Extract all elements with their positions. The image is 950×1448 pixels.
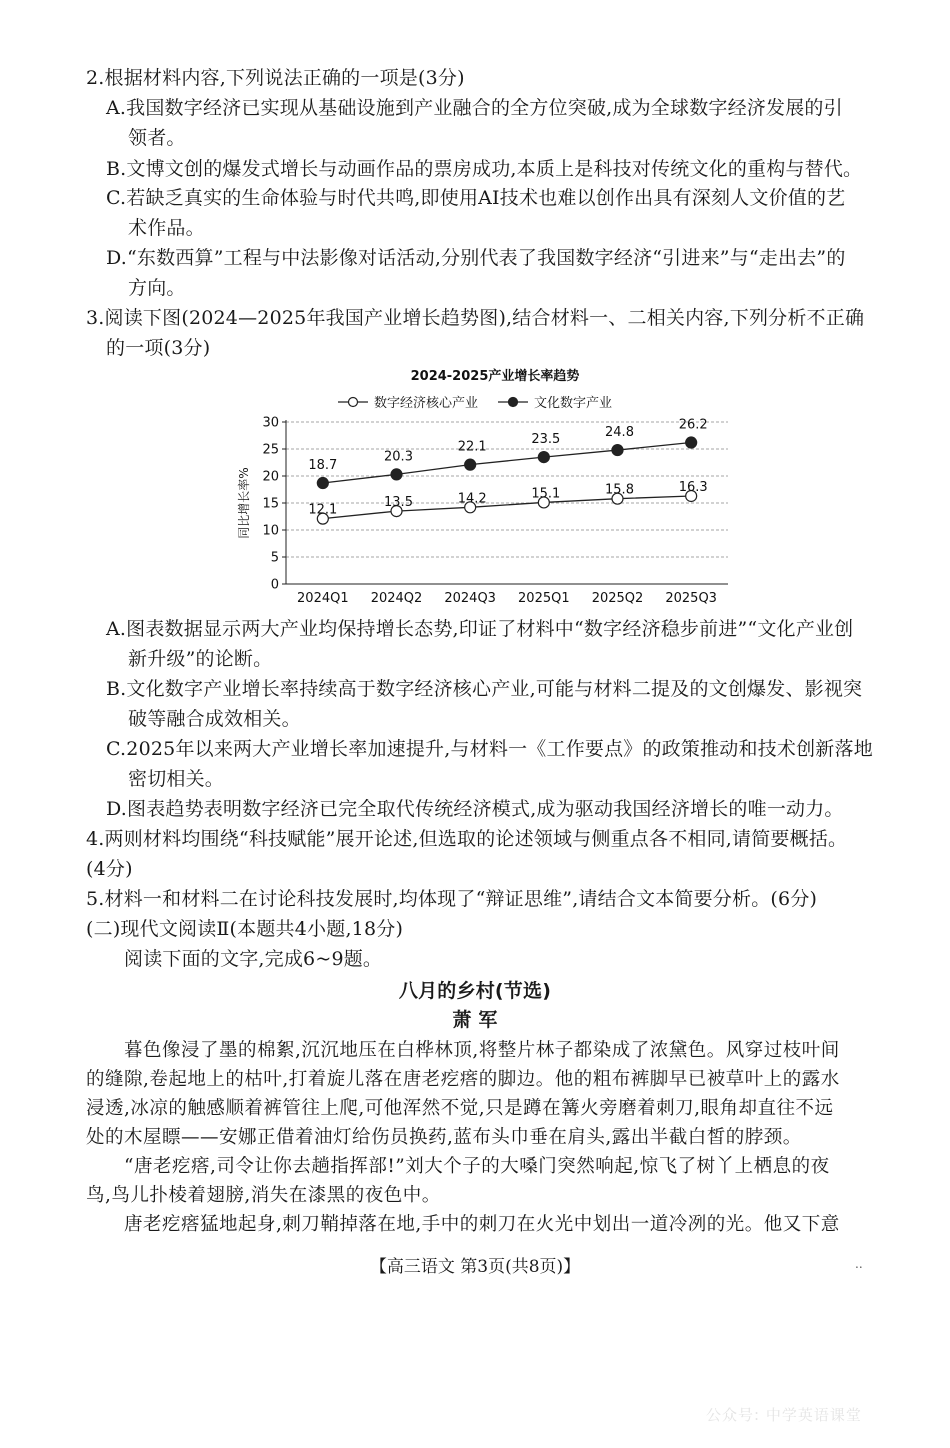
story-author: 萧 军	[452, 1009, 498, 1031]
data-point-culture	[317, 478, 328, 489]
q3-option-c-cont: 密切相关。	[128, 768, 225, 790]
data-label-core: 14.2	[457, 491, 487, 507]
q3-stem-cont: 的一项(3分)	[106, 337, 211, 359]
q3-option-b-cont: 破等融合成效相关。	[128, 708, 301, 730]
data-point-culture	[612, 445, 623, 456]
data-label-core: 15.8	[605, 482, 634, 498]
data-label-culture: 23.5	[531, 432, 561, 448]
data-point-culture	[465, 459, 476, 470]
data-label-culture: 24.8	[605, 425, 634, 441]
data-point-culture	[686, 437, 697, 448]
legend-marker-culture	[509, 398, 518, 407]
y-tick-label: 30	[262, 415, 279, 431]
q3-stem: 3.阅读下图(2024—2025年我国产业增长趋势图),结合材料一、二相关内容,下列分析不正确	[86, 307, 865, 329]
q4-stem: 4.两则材料均围绕“科技赋能”展开论述,但选取的论述领域与侧重点各不相同,请简要概括。	[86, 828, 848, 850]
story-p1-line2: 的缝隙,卷起地上的枯叶,打着旋儿落在唐老疙瘩的脚边。他的粗布裤脚早已被草叶上的露水	[86, 1069, 840, 1090]
q3-option-a: A.图表数据显示两大产业均保持增长态势,印证了材料中“数字经济稳步前进”“文化产业创	[106, 618, 854, 640]
legend-marker-core	[349, 398, 358, 407]
x-tick-label: 2025Q1	[518, 591, 570, 606]
legend-label-culture: 文化数字产业	[534, 396, 613, 411]
growth-trend-chart	[230, 362, 750, 614]
y-tick-label: 0	[270, 577, 279, 593]
section-instruction: 阅读下面的文字,完成6~9题。	[124, 948, 383, 970]
q3-option-d: D.图表趋势表明数字经济已完全取代传统经济模式,成为驱动我国经济增长的唯一动力。	[106, 798, 844, 820]
chart-title: 2024-2025产业增长率趋势	[410, 369, 580, 384]
x-tick-label: 2025Q3	[665, 591, 717, 606]
y-axis-label: 同比增长率%	[237, 467, 251, 539]
y-tick-label: 25	[262, 442, 279, 458]
series-line-culture	[323, 443, 691, 484]
data-label-culture: 26.2	[678, 417, 708, 433]
data-label-core: 15.1	[531, 486, 561, 502]
data-label-culture: 20.3	[384, 449, 413, 465]
page-footer: 【高三语文 第3页(共8页)】	[369, 1257, 581, 1277]
q2-option-a-cont: 领者。	[128, 127, 186, 149]
q2-option-d-cont: 方向。	[128, 277, 186, 299]
q2-stem: 2.根据材料内容,下列说法正确的一项是(3分)	[86, 67, 465, 89]
x-tick-label: 2025Q2	[591, 591, 644, 606]
q3-option-b: B.文化数字产业增长率持续高于数字经济核心产业,可能与材料二提及的文创爆发、影视突	[106, 678, 863, 700]
q2-option-c-cont: 术作品。	[128, 217, 205, 239]
story-p3-line1: 唐老疙瘩猛地起身,刺刀鞘掉落在地,手中的刺刀在火光中划出一道冷冽的光。他又下意	[124, 1214, 840, 1235]
data-label-core: 12.1	[308, 502, 338, 518]
data-label-culture: 22.1	[457, 439, 487, 455]
data-point-culture	[538, 452, 549, 463]
y-tick-label: 5	[270, 550, 279, 566]
q3-option-c: C.2025年以来两大产业增长率加速提升,与材料一《工作要点》的政策推动和技术创新落地	[106, 738, 873, 760]
section-heading: (二)现代文阅读Ⅱ(本题共4小题,18分)	[86, 918, 404, 940]
q2-option-b: B.文博文创的爆发式增长与动画作品的票房成功,本质上是科技对传统文化的重构与替代。	[106, 158, 863, 180]
x-tick-label: 2024Q2	[370, 591, 423, 606]
data-label-culture: 18.7	[308, 458, 338, 474]
footer-mark: ..	[855, 1257, 863, 1271]
story-p1-line1: 暮色像浸了墨的棉絮,沉沉地压在白桦林顶,将整片林子都染成了浓黛色。风穿过枝叶间	[124, 1040, 840, 1061]
watermark: 公众号: 中学英语课堂	[706, 1406, 862, 1424]
data-point-culture	[391, 469, 402, 480]
y-tick-label: 10	[262, 523, 279, 539]
data-label-core: 16.3	[678, 479, 708, 495]
story-title: 八月的乡村(节选)	[398, 980, 552, 1002]
story-p2-line2: 鸟,鸟儿扑棱着翅膀,消失在漆黑的夜色中。	[86, 1185, 441, 1206]
x-tick-label: 2024Q3	[444, 591, 496, 606]
q5-stem: 5.材料一和材料二在讨论科技发展时,均体现了“辩证思维”,请结合文本简要分析。(6分)	[86, 888, 818, 910]
q2-option-d: D.“东数西算”工程与中法影像对话活动,分别代表了我国数字经济“引进来”与“走出去”的	[106, 247, 846, 269]
series-line-core	[323, 496, 691, 519]
x-tick-label: 2024Q1	[297, 591, 349, 606]
y-tick-label: 15	[262, 496, 279, 512]
story-p1-line4: 处的木屋瞟——安娜正借着油灯给伤员换药,蓝布头巾垂在肩头,露出半截白皙的脖颈。	[86, 1127, 802, 1148]
q3-option-a-cont: 新升级”的论断。	[128, 648, 273, 670]
data-label-core: 13.5	[384, 495, 413, 511]
legend-label-core: 数字经济核心产业	[374, 396, 479, 411]
story-p2-line1: “唐老疙瘩,司令让你去趟指挥部!”刘大个子的大嗓门突然响起,惊飞了树丫上栖息的夜	[124, 1156, 830, 1177]
q4-stem-cont: (4分)	[86, 858, 133, 880]
q2-option-a: A.我国数字经济已实现从基础设施到产业融合的全方位突破,成为全球数字经济发展的引	[106, 97, 843, 119]
q2-option-c: C.若缺乏真实的生命体验与时代共鸣,即使用AI技术也难以创作出具有深刻人文价值的艺	[106, 187, 846, 209]
story-p1-line3: 浸透,冰凉的触感顺着裤管往上爬,可他浑然不觉,只是蹲在篝火旁磨着刺刀,眼角却直往不远	[86, 1098, 834, 1119]
y-tick-label: 20	[262, 469, 279, 485]
